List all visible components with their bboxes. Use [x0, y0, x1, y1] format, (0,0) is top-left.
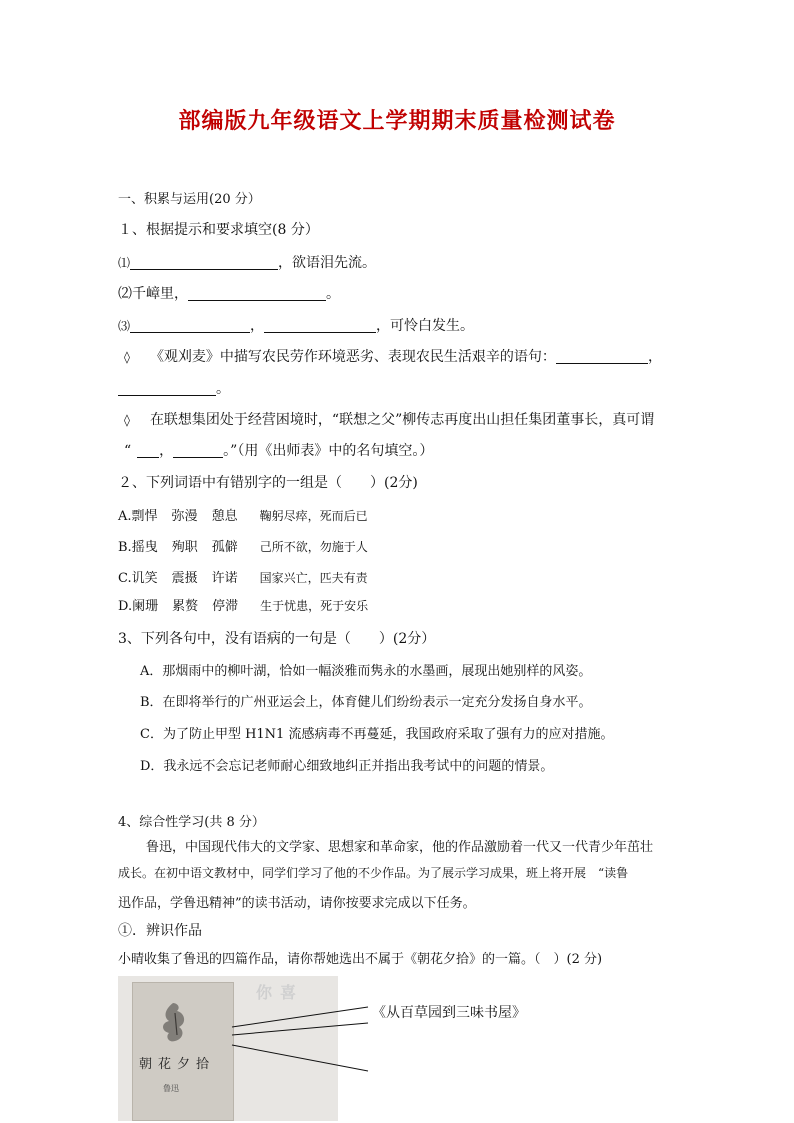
option-word: 许诺	[211, 571, 238, 586]
book-cover	[132, 982, 234, 1121]
diamond-bullet-icon: ◊	[124, 413, 130, 427]
fill-blank[interactable]	[118, 381, 216, 396]
fill-blank[interactable]	[556, 349, 648, 364]
q4-subheading-1: ①．辨识作品	[118, 923, 202, 939]
q1-heading: １、根据提示和要求填空(8 分）	[118, 222, 319, 238]
option-label: D.	[118, 599, 133, 614]
q4-paragraph-line1: 鲁迅，中国现代伟大的文学家、思想家和革命家，他的作品激励着一代又一代青少年茁壮	[146, 840, 654, 855]
section-heading-1: 一、积累与运用(20 分）	[118, 192, 261, 207]
connector-line	[232, 1023, 368, 1035]
book-author: 鲁迅	[163, 1084, 179, 1093]
ink-illustration-icon	[155, 1001, 195, 1045]
connector-line	[232, 1045, 368, 1071]
q4-paragraph-line2: 成长。在初中语文教材中，同学们学习了他的不少作品。为了展示学习成果，班上将开展 “读鲁	[118, 866, 629, 880]
q4-heading: 4、综合性学习(共 8 分）	[118, 815, 265, 830]
q2-option-c	[118, 567, 368, 586]
option-word: 孤僻	[211, 540, 238, 555]
option-word: 憩息	[211, 509, 238, 524]
option-word: 殉职	[171, 540, 198, 555]
matching-lines	[230, 995, 370, 1075]
q1-item3-suffix: ，可怜白发生。	[376, 318, 475, 334]
option-word: 弥漫	[171, 509, 198, 524]
option-label: B.	[118, 540, 132, 555]
q1-item2	[118, 283, 340, 303]
q2-option-a	[118, 505, 368, 524]
fill-blank[interactable]	[264, 318, 376, 333]
q1-item4-text: 《观刈麦》中描写农民劳作环境恶劣、表现农民生活艰辛的语句：	[149, 349, 556, 365]
q3-heading: 3、下列各句中，没有语病的一句是（ ）(2分）	[118, 631, 436, 647]
q1-item3-mid: ，	[250, 318, 265, 334]
book-title: 朝花夕拾	[139, 1057, 216, 1072]
q1-item5-open: “	[124, 443, 132, 459]
option-word: 剽悍	[131, 509, 158, 524]
option-word: 停滞	[212, 599, 239, 614]
fill-blank[interactable]	[130, 255, 278, 270]
q3-option-d: D．我永远不会忘记老师耐心细致地纠正并指出我考试中的问题的情景。	[140, 759, 554, 774]
fill-blank[interactable]	[137, 443, 159, 458]
fill-blank[interactable]	[173, 443, 223, 458]
q3-option-b: B．在即将举行的广州亚运会上，体育健儿们纷纷表示一定充分发扬自身水平。	[140, 695, 592, 710]
connector-line	[232, 1007, 368, 1027]
option-label: A.	[118, 509, 132, 524]
option-idiom: 国家兴亡，匹夫有责	[259, 571, 368, 585]
option-word: 累赘	[172, 599, 199, 614]
work-item-1: 《从百草园到三味书屋》	[372, 1005, 526, 1021]
diamond-bullet-icon: ◊	[124, 350, 130, 364]
q1-item2-suffix: 。	[326, 286, 340, 302]
page-title: 部编版九年级语文上学期期末质量检测试卷	[178, 108, 616, 134]
q1-item3-prefix: ⑶	[118, 319, 131, 333]
fill-blank[interactable]	[188, 286, 326, 301]
q3-option-a: A．那烟雨中的柳叶湖，恰如一幅淡雅而隽永的水墨画，展现出她别样的风姿。	[140, 664, 592, 679]
q1-item1	[118, 252, 376, 272]
q4-paragraph-line3: 迅作品，学鲁迅精神”的读书活动，请你按要求完成以下任务。	[118, 896, 476, 911]
q1-item3	[118, 315, 474, 335]
background-text-watermark: 喜	[280, 983, 297, 1002]
option-word: 讥笑	[131, 571, 158, 586]
q1-item5-close: 。”（用《出师表》中的名句填空。）	[223, 443, 434, 459]
option-label: C.	[118, 571, 132, 586]
q2-option-d	[118, 595, 368, 614]
q3-option-c: C．为了防止甲型 H1N1 流感病毒不再蔓延，我国政府采取了强有力的应对措施。	[140, 727, 614, 742]
q1-item5-line2	[124, 440, 433, 460]
q1-item4-line2	[118, 378, 230, 398]
option-word: 震摄	[171, 571, 198, 586]
q1-item5	[124, 409, 654, 429]
q1-item1-prefix: ⑴	[118, 256, 131, 270]
q2-option-b	[118, 536, 368, 555]
q1-item4-end: 。	[216, 381, 230, 397]
q4-subquestion-1: 小晴收集了鲁迅的四篇作品，请你帮她选出不属于《朝花夕拾》的一篇。（ ）(2 分)	[118, 952, 603, 967]
q1-item2-prefix: ⑵千嶂里，	[118, 286, 188, 302]
q2-heading: ２、下列词语中有错别字的一组是（ ）(2分)	[118, 475, 418, 491]
q1-item5-line1: 在联想集团处于经营困境时，“联想之父”柳传志再度出山担任集团董事长，真可谓	[149, 412, 655, 428]
q1-item1-suffix: ，欲语泪先流。	[278, 255, 377, 271]
fill-blank[interactable]	[130, 318, 250, 333]
option-word: 摇曳	[131, 540, 158, 555]
background-text-watermark: 你	[256, 983, 273, 1002]
q1-item5-comma: ，	[159, 443, 174, 459]
q1-item4-comma: ，	[647, 349, 662, 365]
option-word: 阑珊	[132, 599, 159, 614]
option-idiom: 生于忧患，死于安乐	[260, 599, 369, 613]
option-idiom: 己所不欲，勿施于人	[259, 540, 368, 554]
q1-item4	[124, 346, 662, 366]
option-idiom: 鞠躬尽瘁，死而后已	[259, 509, 368, 523]
